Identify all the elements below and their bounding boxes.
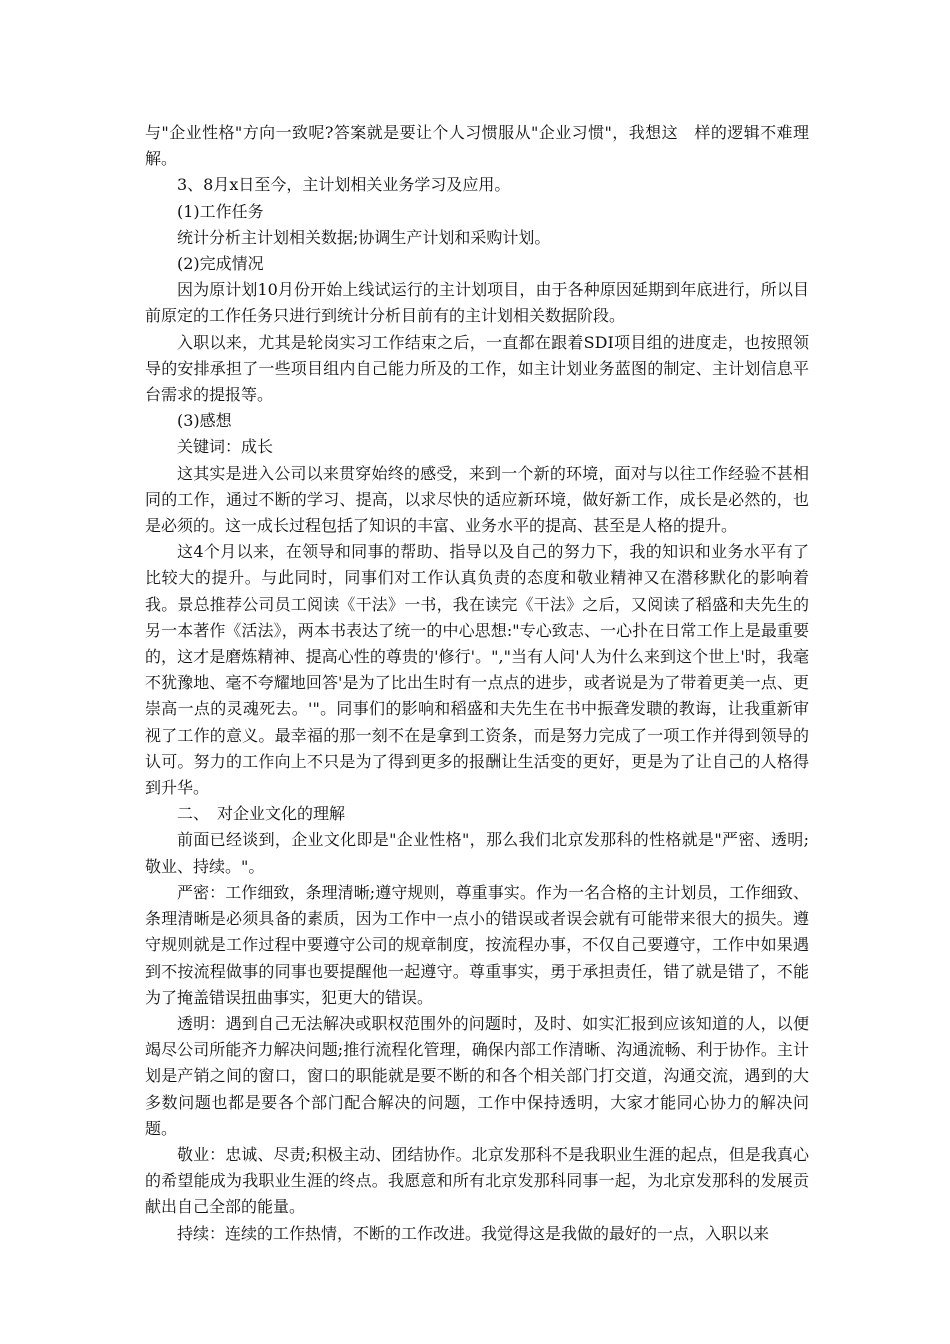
subsection-heading: (2)完成情况 xyxy=(177,254,264,274)
paragraph: 这其实是进入公司以来贯穿始终的感受，来到一个新的环境，面对与以往工作经验不甚相同的工作，通过不断的学习、提高，以求尽快的适应新环境，做好新工作，成长是必然的，也是必须的。这一成长过程包括了知识的丰富、业务水平的提高、甚至是人格的提升。 xyxy=(145,463,809,536)
document-page xyxy=(145,120,809,1247)
paragraph: 敬业：忠诚、尽责;积极主动、团结协作。北京发那科不是我职业生涯的起点，但是我真心的希望能成为我职业生涯的终点。我愿意和所有北京发那科同事一起，为北京发那科的发展贡献出自己全部的能量。 xyxy=(145,1144,809,1217)
subsection-heading: (1)工作任务 xyxy=(177,201,264,221)
paragraph: 这4个月以来，在领导和同事的帮助、指导以及自己的努力下，我的知识和业务水平有了比较大的提升。与此同时，同事们对工作认真负责的态度和敬业精神又在潜移默化的影响着我。景总推荐公司员工阅读《干法》一书，我在读完《干法》之后，又阅读了稻盛和夫先生的另一本著作《活法》，两本书表达了统一的中心思想:"专心致志、一心扑在日常工作上是最重要的，这才是磨炼精神、提高心性的尊贵的'修行'。","当有人问'人为什么来到这个世上'时，我毫不犹豫地、毫不夸耀地回答'是为了比出生时有一点点的进步，或者说是为了带着更美一点、更崇高一点的灵魂死去。'"。同事们的影响和稻盛和夫先生在书中振聋发聩的教诲，让我重新审视了工作的意义。最幸福的那一刻不在是拿到工资条，而是努力完成了一项工作并得到领导的认可。努力的工作向上不只是为了得到更多的报酬让生活变的更好，更是为了让自己的人格得到升华。 xyxy=(145,542,809,798)
section-heading: 二、 对企业文化的理解 xyxy=(177,804,346,824)
paragraph: 入职以来，尤其是轮岗实习工作结束之后，一直都在跟着SDI项目组的进度走，也按照领导的安排承担了一些项目组内自己能力所及的工作，如主计划业务蓝图的制定、主计划信息平台需求的提报等。 xyxy=(145,332,809,405)
paragraph: 与"企业性格"方向一致呢?答案就是要让个人习惯服从"企业习惯"，我想这 样的逻辑不难理解。 xyxy=(145,123,809,169)
keyword-line: 关键词：成长 xyxy=(177,437,274,457)
paragraph: 前面已经谈到，企业文化即是"企业性格"，那么我们北京发那科的性格就是"严密、透明;敬业、持续。"。 xyxy=(145,830,809,876)
paragraph: 严密：工作细致，条理清晰;遵守规则，尊重事实。作为一名合格的主计划员，工作细致、条理清晰是必须具备的素质，因为工作中一点小的错误或者误会就有可能带来很大的损失。遵守规则就是工作过程中要遵守公司的规章制度，按流程办事，不仅自己要遵守，工作中如果遇到不按流程做事的同事也要提醒他一起遵守。尊重事实，勇于承担责任，错了就是错了，不能为了掩盖错误扭曲事实，犯更大的错误。 xyxy=(145,882,809,1007)
paragraph: 因为原计划10月份开始上线试运行的主计划项目，由于各种原因延期到年底进行，所以目前原定的工作任务只进行到统计分析目前有的主计划相关数据阶段。 xyxy=(145,280,809,326)
paragraph: 持续：连续的工作热情，不断的工作改进。我觉得这是我做的最好的一点，入职以来 xyxy=(177,1223,770,1243)
paragraph: 统计分析主计划相关数据;协调生产计划和采购计划。 xyxy=(177,227,551,247)
subsection-heading: (3)感想 xyxy=(177,411,232,431)
paragraph: 透明：遇到自己无法解决或职权范围外的问题时，及时、如实汇报到应该知道的人，以便竭尽公司所能齐力解决问题;推行流程化管理，确保内部工作清晰、沟通流畅、利于协作。主计划是产销之间的窗口，窗口的职能就是要不断的和各个相关部门打交道，沟通交流，遇到的大多数问题也都是要各个部门配合解决的问题，工作中保持透明，大家才能同心协力的解决问题。 xyxy=(145,1013,809,1138)
section-heading: 3、8月x日至今，主计划相关业务学习及应用。 xyxy=(177,175,511,195)
